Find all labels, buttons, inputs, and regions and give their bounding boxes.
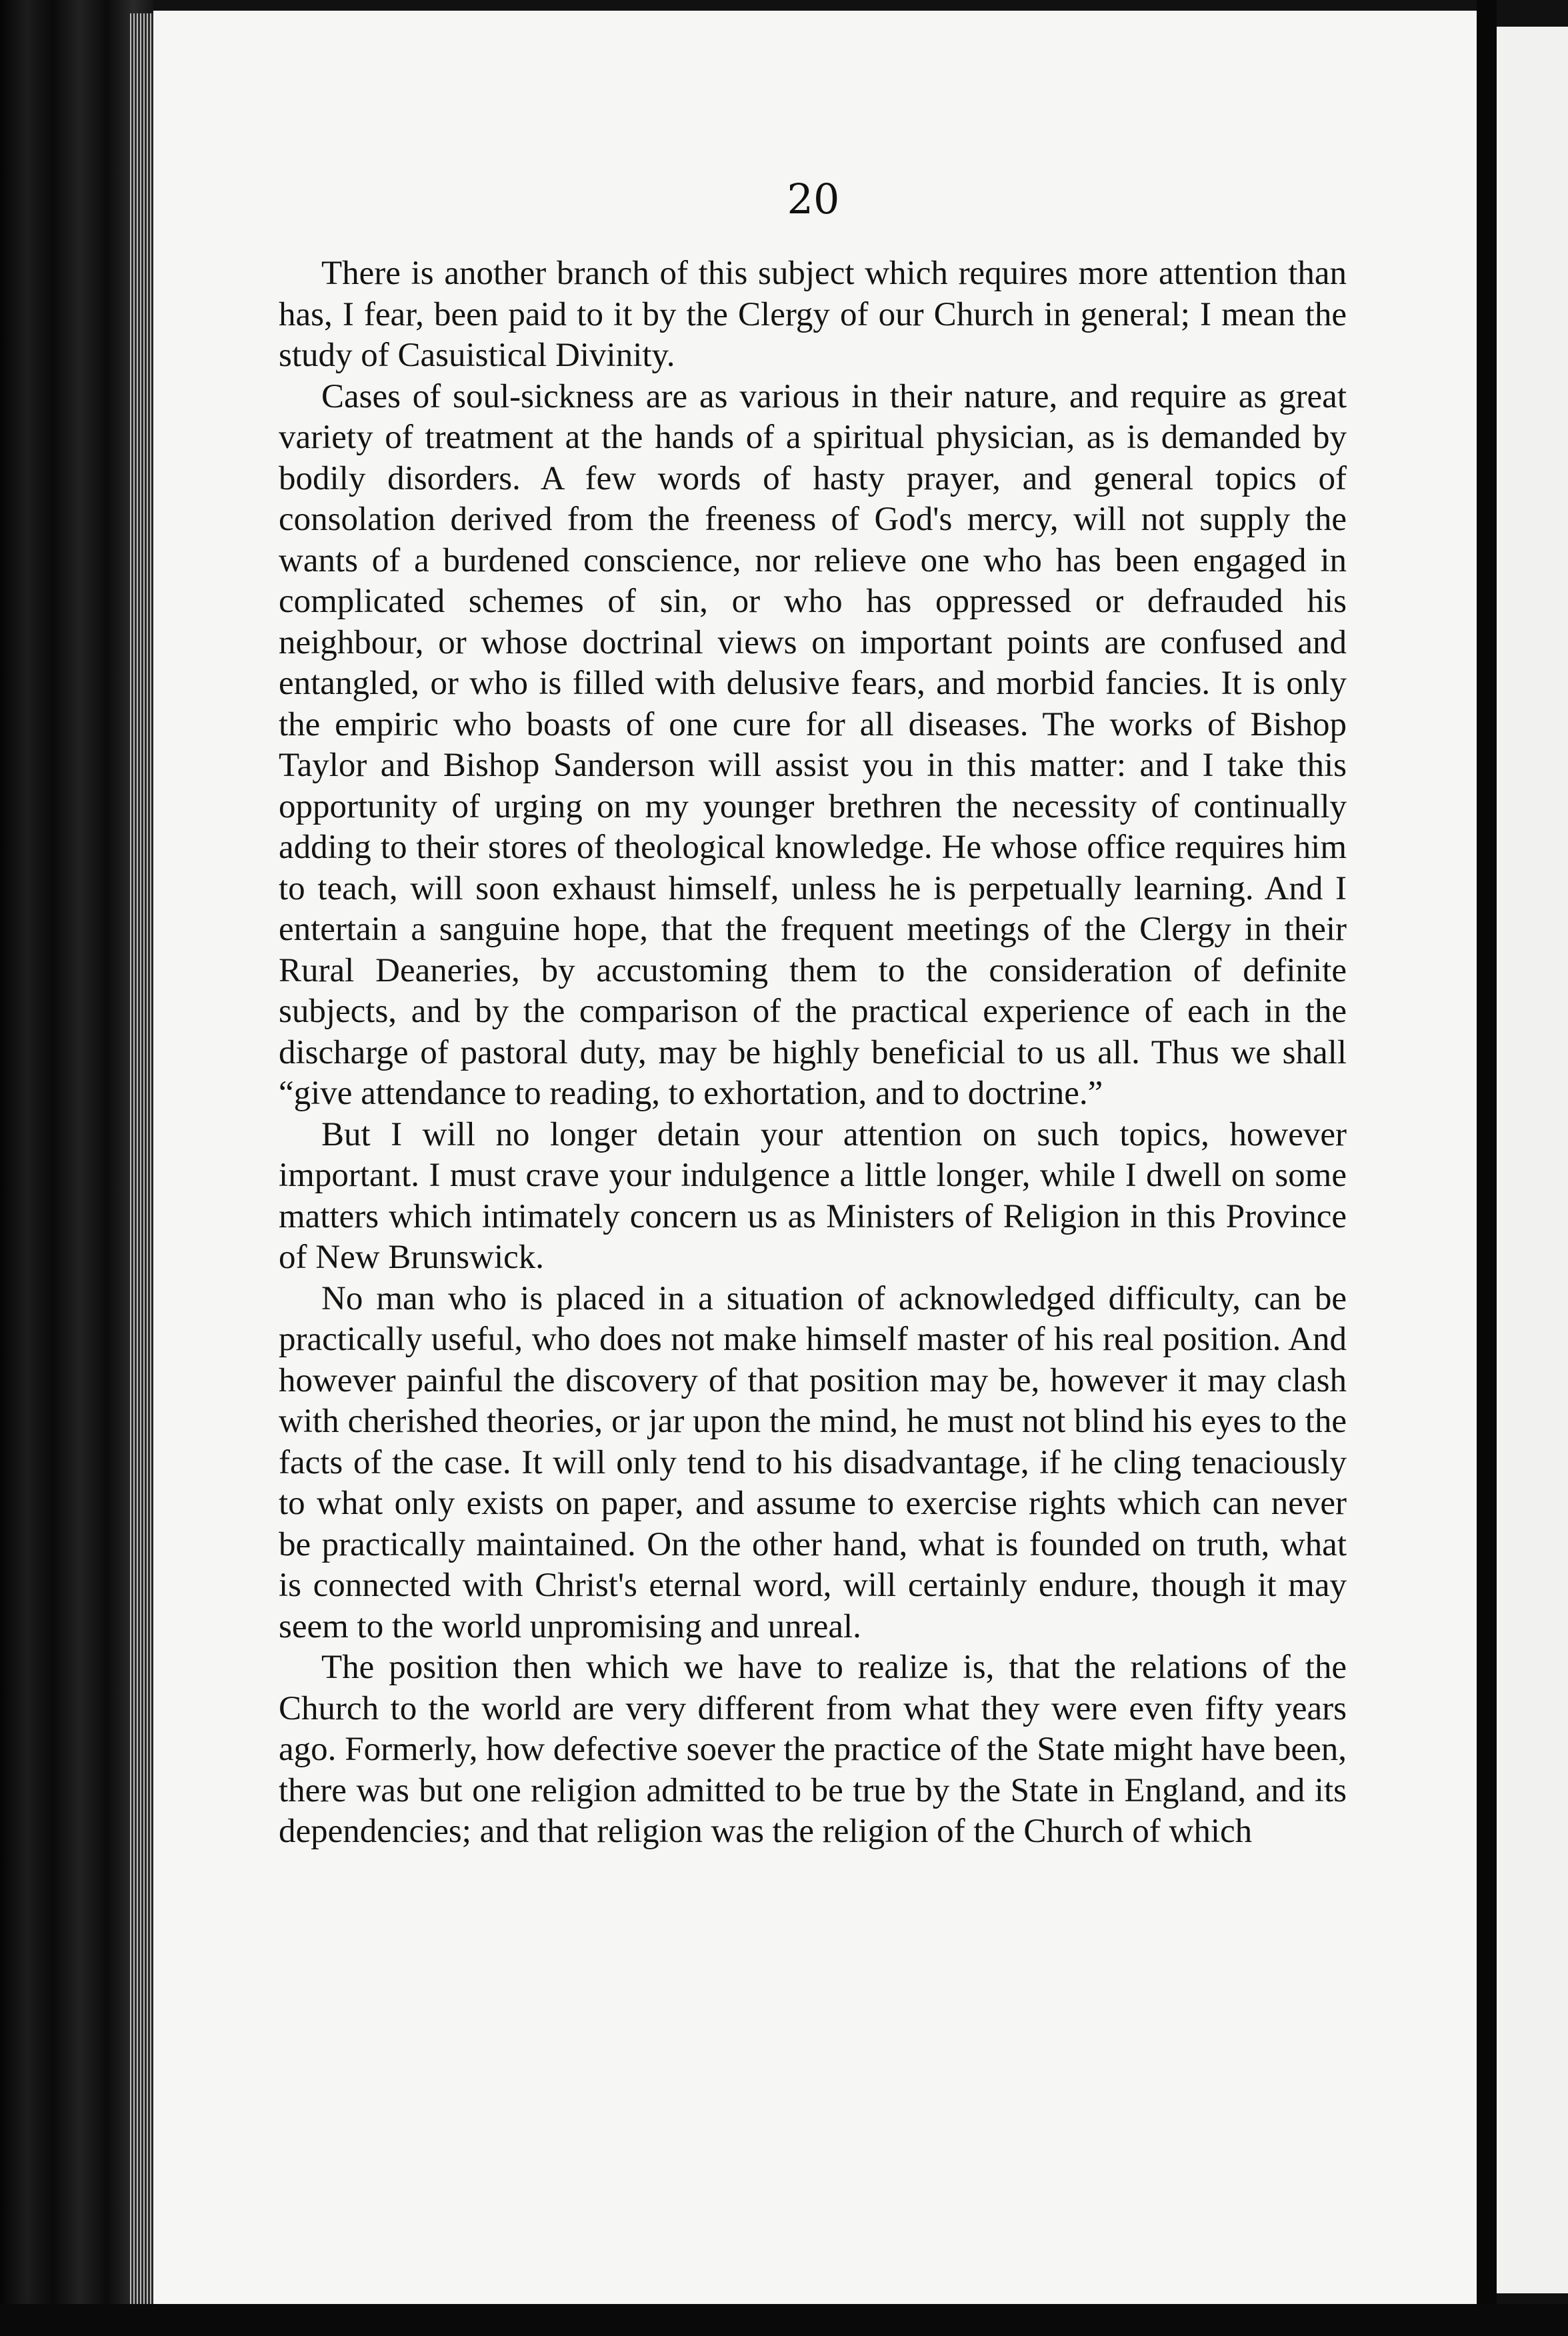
paragraph-real-position: No man who is placed in a situation of acknowledged difficulty, can be practically useful, who does not make himself master of his real position. And however painful the discovery of that position may be, however it may clash with cherished theories, or jar upon the mind, he must not blind his eyes to the facts of the case. It will only tend to his disadvantage, if he cling tenaciously to what only exists on paper, and assume to exercise rights which can never be practically maintained. On the other hand, what is founded on truth, what is connected with Christ's eternal word, will certainly endure, though it may seem to the world unpromising and unreal. — [279, 1279, 1347, 1645]
paragraph-new-brunswick: But I will no longer detain your attention on such topics, however important. I must crave your indulgence a little longer, while I dwell on some matters which intimately concern us as Ministers of Religion in this Province of New Brunswick. — [279, 1115, 1347, 1276]
paragraph-casuistical-divinity: There is another branch of this subject which requires more attention than has, I fear, been paid to it by the Clergy of our Church in general; I mean the study of Casuistical Divinity. — [279, 255, 1347, 374]
page-edges — [130, 13, 157, 2307]
paragraph-soul-sickness: Cases of soul-sickness are as various in their nature, and require as great variety of treatment at the hands of a spiritual physician, as is demanded by bodily disorders. A few words of hasty prayer, and general topics of consolation derived from the freeness of God's mercy, will not supply the wants of a burdened conscience, nor relieve one who has been engaged in complicated schemes of sin, or who has oppressed or defrauded his neighbour, or whose doctrinal views on important points are confused and entangled, or who is filled with delusive fears, and morbid fancies. It is only the empiric who boasts of one cure for all diseases. The works of Bishop Taylor and Bishop Sanderson will assist you in this matter: and I take this opportunity of urging on my younger brethren the necessity of continually adding to their stores of theological knowledge. He whose office requires him to teach, will soon exhaust himself, unless he is perpetually learning. And I entertain a sanguine hope, that the frequent meetings of the Clergy in their Rural Deaneries, by accustoming them to the consideration of definite subjects, and by the comparison of the practical experience of each in the discharge of pastoral duty, may be highly beneficial to us all. Thus we shall “give attendance to reading, to exhortation, and to doctrine.” — [279, 377, 1347, 1112]
paragraph-church-and-world: The position then which we have to realize is, that the relations of the Church to the world are very different from what they were even fifty years ago. Formerly, how defective soever the practice of the State might have been, there was but one religion admitted to be true by the State in England, and its dependencies; and that religion was the religion of the Church of which — [279, 1649, 1347, 1850]
facing-page-edge — [1497, 27, 1568, 2293]
book-gutter — [1477, 0, 1497, 2336]
body-text — [279, 253, 1347, 1853]
page-number: 20 — [787, 175, 840, 223]
scan-bottom-border — [0, 2304, 1568, 2336]
